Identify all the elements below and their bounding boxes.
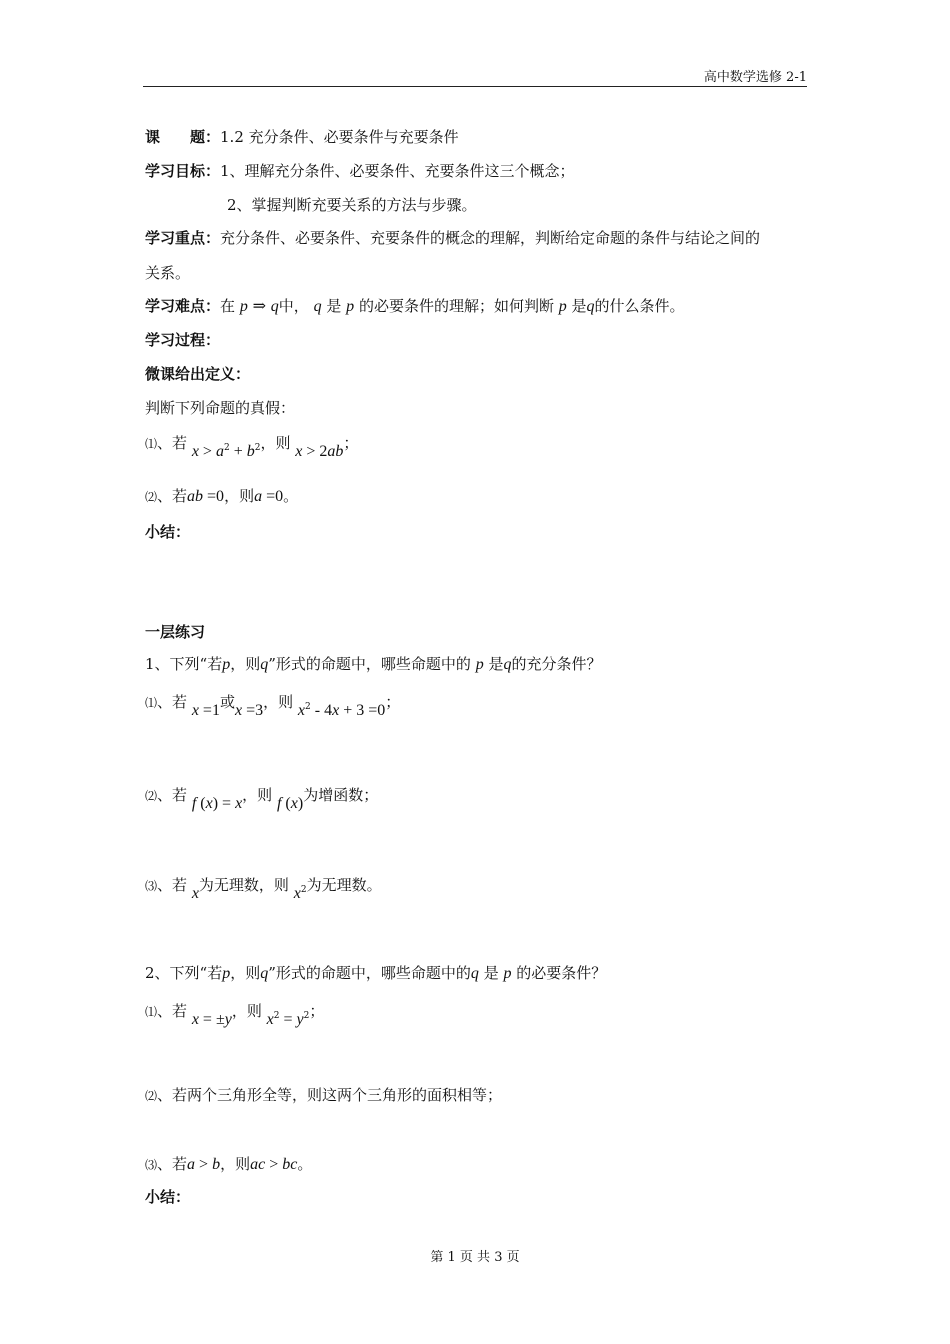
math-expr: x xyxy=(191,885,199,902)
item-text: 、若 xyxy=(157,693,188,711)
item-text: 。 xyxy=(283,487,299,505)
var-p: p xyxy=(222,965,231,982)
var-q: q xyxy=(586,298,595,315)
var-p: p xyxy=(239,298,248,315)
micro-label: 微课给出定义： xyxy=(145,365,251,383)
difficulty-text: 的什么条件。 xyxy=(594,297,685,315)
var-p: p xyxy=(222,656,231,673)
difficulty-text: 在 xyxy=(220,297,236,315)
q1-item-3 xyxy=(145,872,382,902)
q1-text: ”形式的命题中，哪些命题中的 xyxy=(268,655,471,673)
item-text: ，则 xyxy=(260,434,291,452)
q1-item-2 xyxy=(145,785,379,812)
focus-line xyxy=(145,228,760,248)
judge-text: 判断下列命题的真假： xyxy=(145,399,296,417)
q1-intro xyxy=(145,654,602,675)
item-text: 为无理数。 xyxy=(306,876,382,894)
math-expr: ab =0 xyxy=(187,488,225,505)
item-number: ⑶ xyxy=(145,1158,158,1172)
item-text: ，则 xyxy=(263,693,294,711)
item-text: 、若 xyxy=(157,786,188,804)
summary-label-1: 小结： xyxy=(145,523,191,541)
var-q: q xyxy=(260,656,269,673)
q2-item-2 xyxy=(145,1085,502,1106)
def-item-1 xyxy=(145,430,359,460)
math-expr: a =0 xyxy=(254,488,284,505)
q1-item-1 xyxy=(145,689,401,719)
process-label: 学习过程： xyxy=(145,331,221,349)
item-text: 、若两个三角形全等，则这两个三角形的面积相等； xyxy=(157,1086,503,1104)
item-text: 为增函数； xyxy=(303,786,379,804)
math-expr: $x^2 = y^2$ xyxy=(266,1011,310,1028)
math-expr: x =3 xyxy=(234,702,264,719)
goals-line xyxy=(145,161,575,181)
q1-text: 1、下列“若 xyxy=(145,655,223,673)
var-p: p xyxy=(346,298,355,315)
var-q: q xyxy=(270,298,279,315)
difficulty-text: 是 xyxy=(326,297,342,315)
topic-label: 课 题： xyxy=(145,128,221,146)
item-number: ⑶ xyxy=(145,879,158,893)
level1-label: 一层练习 xyxy=(145,623,206,641)
item-text: ，则 xyxy=(242,786,273,804)
q2-text: ”形式的命题中，哪些命题中的 xyxy=(268,964,471,982)
def-item-2 xyxy=(145,486,298,507)
item-text: 为无理数，则 xyxy=(198,876,289,894)
summary-label-2: 小结： xyxy=(145,1188,191,1206)
var-q: q xyxy=(313,298,322,315)
item-text: 或 xyxy=(219,693,235,711)
q2-item-3 xyxy=(145,1154,312,1175)
q2-text: ，则 xyxy=(230,964,261,982)
focus-text-2: 关系。 xyxy=(145,264,191,282)
math-expr: ac > bc xyxy=(250,1156,298,1173)
item-text: ； xyxy=(385,693,401,711)
q2-text: 的必要条件？ xyxy=(516,964,607,982)
item-text: ； xyxy=(343,434,359,452)
math-expr: a > b xyxy=(187,1156,221,1173)
math-expr: f (x) = x xyxy=(191,795,243,812)
item-text: ； xyxy=(309,1002,325,1020)
focus-text-1: 充分条件、必要条件、充要条件的概念的理解，判断给定命题的条件与结论之间的 xyxy=(220,229,761,247)
q1-text: 是 xyxy=(488,655,504,673)
item-number: ⑴ xyxy=(145,1005,158,1019)
difficulty-text: 的必要条件的理解；如何判断 xyxy=(358,297,554,315)
item-number: ⑴ xyxy=(145,437,158,451)
focus-label: 学习重点： xyxy=(145,229,221,247)
item-text: 、若 xyxy=(157,876,188,894)
q2-item-1 xyxy=(145,998,325,1028)
item-text: 。 xyxy=(297,1155,313,1173)
var-p: p xyxy=(558,298,567,315)
difficulty-line xyxy=(145,296,685,317)
math-expr: $x > a^2 + b^2$ xyxy=(191,443,261,460)
var-q: q xyxy=(503,656,512,673)
math-expr: $x^2$ xyxy=(293,885,307,902)
item-text: 、若 xyxy=(157,434,188,452)
var-p: p xyxy=(503,965,512,982)
math-expr: x > 2ab xyxy=(295,443,344,460)
item-text: 、若 xyxy=(157,487,188,505)
page-footer: 第 1 页 共 3 页 xyxy=(430,1250,520,1265)
goals-label: 学习目标： xyxy=(145,162,221,180)
math-expr: x =1 xyxy=(191,702,220,719)
item-number: ⑴ xyxy=(145,696,158,710)
item-text: ，则 xyxy=(220,1155,251,1173)
math-expr: $x^2 - 4x + 3 =0$ xyxy=(297,702,386,719)
topic-text: 1.2 充分条件、必要条件与充要条件 xyxy=(220,128,459,146)
item-number: ⑵ xyxy=(145,789,158,803)
q2-text: 是 xyxy=(483,964,499,982)
item-text: 、若 xyxy=(157,1155,188,1173)
math-expr: f (x) xyxy=(276,795,304,812)
q1-text: 的充分条件？ xyxy=(511,655,602,673)
item-text: ，则 xyxy=(224,487,255,505)
goal-2: 2、掌握判断充要关系的方法与步骤。 xyxy=(227,196,477,214)
q2-text: 2、下列“若 xyxy=(145,964,223,982)
page-header xyxy=(143,66,807,87)
item-text: 、若 xyxy=(157,1002,188,1020)
var-q: q xyxy=(260,965,269,982)
difficulty-label: 学习难点： xyxy=(145,297,221,315)
q2-intro xyxy=(145,963,606,984)
item-number: ⑵ xyxy=(145,1089,158,1103)
q1-text: ，则 xyxy=(230,655,261,673)
var-q: q xyxy=(470,965,479,982)
goal-1: 1、理解充分条件、必要条件、充要条件这三个概念； xyxy=(220,162,575,180)
implies-symbol: ⇒ xyxy=(252,298,266,315)
var-p: p xyxy=(475,656,484,673)
header-title: 高中数学选修 2-1 xyxy=(703,70,807,85)
difficulty-text: 是 xyxy=(571,297,587,315)
item-text: ，则 xyxy=(231,1002,262,1020)
item-number: ⑵ xyxy=(145,490,158,504)
difficulty-text: 中， xyxy=(278,297,309,315)
topic-line xyxy=(145,127,459,147)
math-expr: x = ±y xyxy=(191,1011,232,1028)
